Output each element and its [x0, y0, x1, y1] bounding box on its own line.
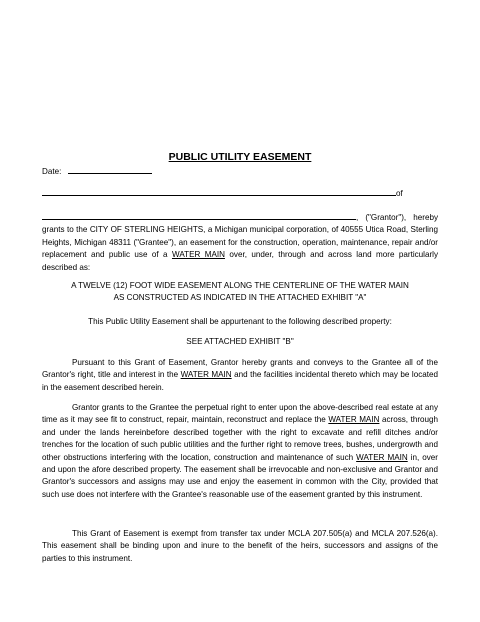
- owner-blank: [42, 187, 396, 196]
- date-label: Date:: [42, 167, 62, 176]
- date-row: [42, 165, 438, 179]
- owner-line: [42, 187, 438, 201]
- grant-conveyance-paragraph: [42, 357, 438, 394]
- transfer-tax-paragraph: [42, 528, 438, 565]
- para3: This Grant of Easement is exempt from transfer tax under MCLA 207.505(a) and MCLA 207.526(a). This easement shall be binding upon and inure to the benefit of the heirs, successors and assigns of the parties to this instrument.: [42, 529, 438, 563]
- water-main-term: WATER MAIN: [356, 452, 408, 462]
- of-label: of: [396, 189, 403, 198]
- para1-a: Pursuant to this Grant of Easement, Grantor hereby grants and conveys to the Grantee all of the Grantor's right, title and interest in the: [42, 358, 438, 380]
- para2-c: in, over and upon the afore described property. The easement shall be irrevocable and non-exclusive and Grantor and Grantor's successors and assigns may use and enjoy the easement in common with the City, provided that such use does not interfere with the Grantee's reasonable use of the easement granted by this instrument.: [42, 452, 439, 499]
- date-blank: [68, 165, 152, 174]
- water-main-term: WATER MAIN: [180, 370, 232, 380]
- water-main-term: WATER MAIN: [171, 250, 225, 260]
- para1-b: and the facilities incidental thereto which may be located in the easement described herein.: [42, 370, 438, 392]
- appurtenant-statement: This Public Utility Easement shall be appurtenant to the following described property:: [88, 317, 392, 326]
- para2-a: Grantor grants to the Grantee the perpetual right to enter upon the above-described real estate at any time as it may see fit to construct, repair, maintain, reconstruct and replace the: [42, 403, 438, 425]
- see-exhibit-b: SEE ATTACHED EXHIBIT "B": [186, 337, 294, 346]
- grant-text-end: over, under, through and across land more particularly described as:: [42, 250, 439, 272]
- grantor-blank: [42, 211, 356, 220]
- easement-description: A TWELVE (12) FOOT WIDE EASEMENT ALONG THE CENTERLINE OF THE WATER MAIN AS CONSTRUCTED AS INDICATED IN THE ATTACHED EXHIBIT "A": [71, 281, 409, 303]
- grantor-paren: , ("Grantor"), hereby: [356, 213, 438, 222]
- grant-paragraph: [42, 211, 438, 274]
- document-title: PUBLIC UTILITY EASEMENT: [168, 151, 312, 163]
- para2-b: across, through and under the lands hereinbefore described together with the right to excavate and refill ditches and/or trenches for the location of such public utilities and the further right to remove trees, bushes, undergrowth and other obstructions interfering with the location, construction and maintenance of such: [42, 415, 439, 462]
- perpetual-right-paragraph: [42, 402, 438, 501]
- grant-text: grants to the CITY OF STERLING HEIGHTS, a Michigan municipal corporation, of 40555 Utica Road, Sterling Heights, Michigan 48311 ("Grantee"), an easement for the construction, operation, maintenance, repair and/or replacement and public use of a: [42, 225, 438, 260]
- water-main-term: WATER MAIN: [328, 415, 380, 425]
